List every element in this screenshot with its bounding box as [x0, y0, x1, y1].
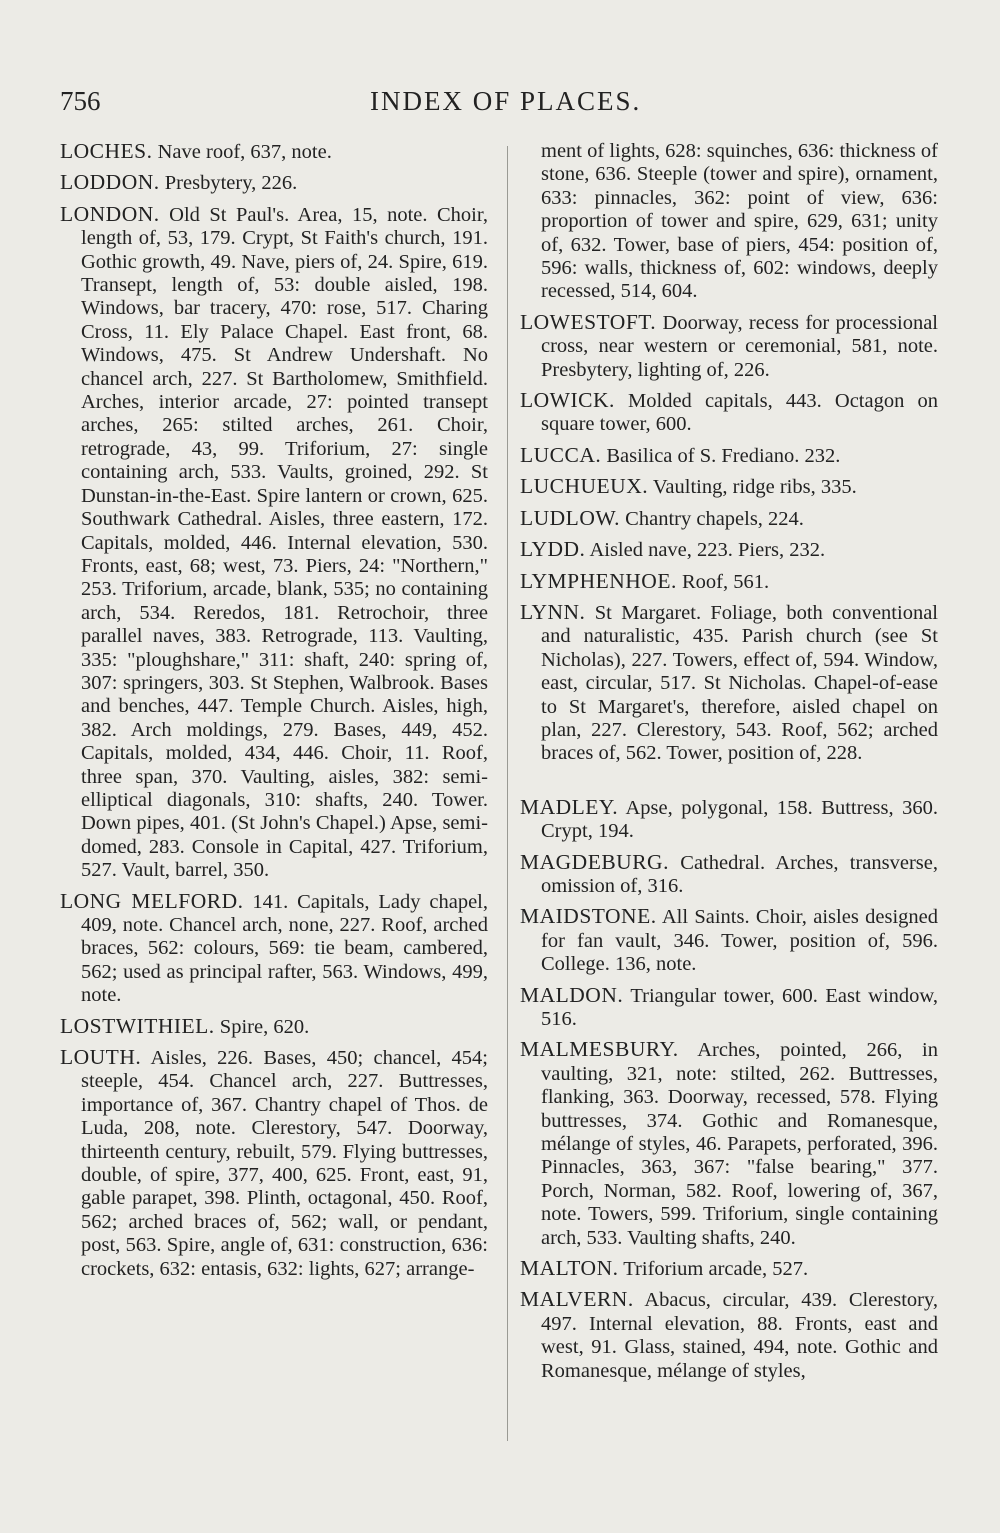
entry-text: ment of lights, 628: squinches, 636: thickness of stone, 636. Steeple (tower and spire), ornament, 633: pinnacles, 362: point of view, 636: proportion of tower and spire, 629, 631; unity of, 632. Tower, base of piers, 454: position of, 596: walls, thickness of, 602: windows, deeply recessed, 514, 604.: [541, 140, 938, 303]
index-entry: [520, 507, 938, 531]
entry-headword: LYDD.: [520, 537, 586, 562]
entry-headword: LOSTWITHIEL.: [60, 1013, 215, 1038]
entry-text: Apse, polygonal, 158. Buttress, 360. Crypt, 194.: [541, 796, 938, 843]
entry-text: Basilica of S. Frediano. 232.: [606, 444, 841, 467]
entry-text: Old St Paul's. Area, 15, note. Choir, length of, 53, 179. Crypt, St Faith's church, 191. Gothic growth, 49. Nave, piers of, 24. Spire, 619. Transept, length of, 53: double aisled, 198. Windows, bar tracery, 470: rose, 517. Charing Cross, 11. Ely Palace Chapel. East front, 68. Windows, 475. St Andrew Undershaft. No chancel arch, 227. St Bartholomew, Smithfield. Arches, interior arcade, 27: pointed transept arches, 265: stilted arches, 261. Choir, retrograde, 43, 99. Triforium, 27: single containing arch, 533. Vaults, groined, 292. St Dunstan-in-the-East. Spire lantern or crown, 625. Southwark Cathedral. Aisles, three eastern, 172. Capitals, molded, 446. Internal elevation, 530. Fronts, east, 68; west, 73. Piers, 24: "Northern," 253. Triforium, arcade, blank, 535; no containing arch, 534. Reredos, 181. Retrochoir, three parallel naves, 383. Retrograde, 113. Vaulting, 335: "ploughshare," 311: shaft, 240: spring of, 307: springers, 303. St Stephen, Walbrook. Bases and benches, 447. Temple Church. Aisles, high, 382. Arch moldings, 279. Bases, 449, 452. Capitals, molded, 434, 446. Choir, 11. Roof, three span, 370. Vaulting, aisles, 382: semi-elliptical diagonals, 310: shafts, 240. Tower. Down pipes, 401. (St John's Chapel.) Apse, semi-domed, 283. Console in Capital, 427. Triforium, 527. Vault, barrel, 350.: [81, 203, 488, 882]
index-entry: [60, 171, 488, 195]
index-entry: [520, 444, 938, 468]
entry-headword: MALDON.: [520, 982, 624, 1007]
entry-headword: LOUTH.: [60, 1045, 142, 1070]
index-entry: [520, 311, 938, 382]
index-entry: [520, 984, 938, 1032]
entry-text: All Saints. Choir, aisles designed for fan vault, 346. Tower, position of, 596. College. 136, note.: [541, 906, 939, 976]
index-entry: [60, 1015, 488, 1039]
entry-headword: LUDLOW.: [520, 505, 621, 530]
entry-headword: LUCCA.: [520, 442, 602, 467]
entry-text: Spire, 620.: [219, 1015, 310, 1038]
entry-text: Abacus, circular, 439. Clerestory, 497. Internal elevation, 88. Fronts, east and west, 91. Glass, stained, 494, note. Gothic and Romanesque, mélange of styles,: [541, 1289, 939, 1382]
entry-headword: LOCHES.: [60, 139, 153, 163]
index-entry: [520, 475, 938, 499]
entry-headword: MAIDSTONE.: [520, 904, 657, 929]
entry-text: Arches, pointed, 266, in vaulting, 321, note: stilted, 262. Buttresses, flanking, 363. Doorway, recessed, 578. Flying buttresses, 374. Gothic and Romanesque, mélange of styles, 46. Parapets, perforated, 396. Pinnacles, 363, 367: "false bearing," 377. Porch, Norman, 582. Roof, lowering of, 367, note. Towers, 599. Triforium, single containing arch, 533. Vaulting shafts, 240.: [541, 1039, 938, 1249]
entry-text: Presbytery, 226.: [164, 172, 298, 195]
entry-text: Triangular tower, 600. East window, 516.: [541, 984, 938, 1030]
index-entry: [520, 1288, 938, 1383]
entry-text: Nave roof, 637, note.: [157, 141, 332, 163]
entry-text: Triforium arcade, 527.: [623, 1258, 809, 1281]
index-entry: [520, 905, 938, 976]
entry-text: Vaulting, ridge ribs, 335.: [652, 476, 857, 499]
index-entry: [520, 1257, 938, 1281]
entry-text: Chantry chapels, 224.: [625, 507, 804, 530]
index-entry: [60, 890, 488, 1008]
index-entry: [60, 203, 488, 883]
entry-text: Doorway, recess for processional cross, near western or ceremonial, 581, note. Presbytery, lighting of, 226.: [541, 311, 939, 381]
index-entry: [520, 570, 938, 594]
entry-headword: LOWICK.: [520, 388, 615, 413]
entry-headword: LODDON.: [60, 170, 160, 195]
entry-headword: LONDON.: [60, 201, 160, 226]
left-column: [60, 140, 488, 1288]
index-entry: [520, 538, 938, 562]
index-entry: [520, 796, 938, 844]
index-entry: [520, 851, 938, 899]
entry-text: Aisled nave, 223. Piers, 232.: [589, 539, 826, 562]
page-number: 756: [60, 86, 101, 116]
entry-headword: LYNN.: [520, 599, 586, 624]
index-entry-continued: [520, 140, 938, 304]
running-head: INDEX OF PLACES.: [370, 86, 642, 116]
index-entry: [520, 1038, 938, 1250]
entry-headword: LONG MELFORD.: [60, 888, 244, 913]
index-entry: [60, 1046, 488, 1281]
entry-text: Cathedral. Arches, transverse, omission of, 316.: [541, 851, 939, 897]
entry-headword: LOWESTOFT.: [520, 309, 657, 334]
entry-headword: MALTON.: [520, 1256, 619, 1281]
column-divider: [507, 146, 508, 1441]
entry-text: St Margaret. Foliage, both conventional and naturalistic, 435. Parish church (see St Nicholas), 227. Towers, effect of, 594. Window, east, circular, 517. St Nicholas. Chapel-of-ease to St Margaret's, therefore, aisled chapel on plan, 227. Clerestory, 543. Roof, 562; arched braces of, 562. Tower, position of, 228.: [541, 601, 938, 765]
index-entry: [520, 601, 938, 766]
index-entry: [60, 140, 488, 164]
index-entry: [520, 389, 938, 437]
entry-headword: MALMESBURY.: [520, 1037, 679, 1062]
entry-text: Roof, 561.: [681, 570, 770, 593]
entry-text: Aisles, 226. Bases, 450; chancel, 454; steeple, 454. Chancel arch, 227. Buttresses, importance of, 367. Chantry chapel of Thos. de Luda, 208, note. Clerestory, 547. Doorway, thirteenth century, rebuilt, 579. Flying buttresses, double, of spire, 377, 400, 625. Front, east, 91, gable parapet, 398. Plinth, octagonal, 450. Roof, 562; arched braces of, 562; wall, or pendant, post, 563. Spire, angle of, 631: construction, 636: crockets, 632: entasis, 632: lights, 627; arrange-: [81, 1047, 488, 1280]
entry-headword: MALVERN.: [520, 1287, 634, 1312]
entry-headword: MADLEY.: [520, 794, 619, 819]
entry-headword: LUCHUEUX.: [520, 474, 649, 499]
right-column: [520, 140, 938, 1390]
entry-headword: MAGDEBURG.: [520, 849, 669, 874]
entry-text: 141. Capitals, Lady chapel, 409, note. Chancel arch, none, 227. Roof, arched braces, 562: colours, 569: tie beam, cambered, 562; used as principal rafter, 563. Windows, 499, note.: [81, 890, 488, 1007]
entry-headword: LYMPHENHOE.: [520, 568, 677, 593]
entry-text: Molded capitals, 443. Octagon on square tower, 600.: [541, 390, 938, 436]
